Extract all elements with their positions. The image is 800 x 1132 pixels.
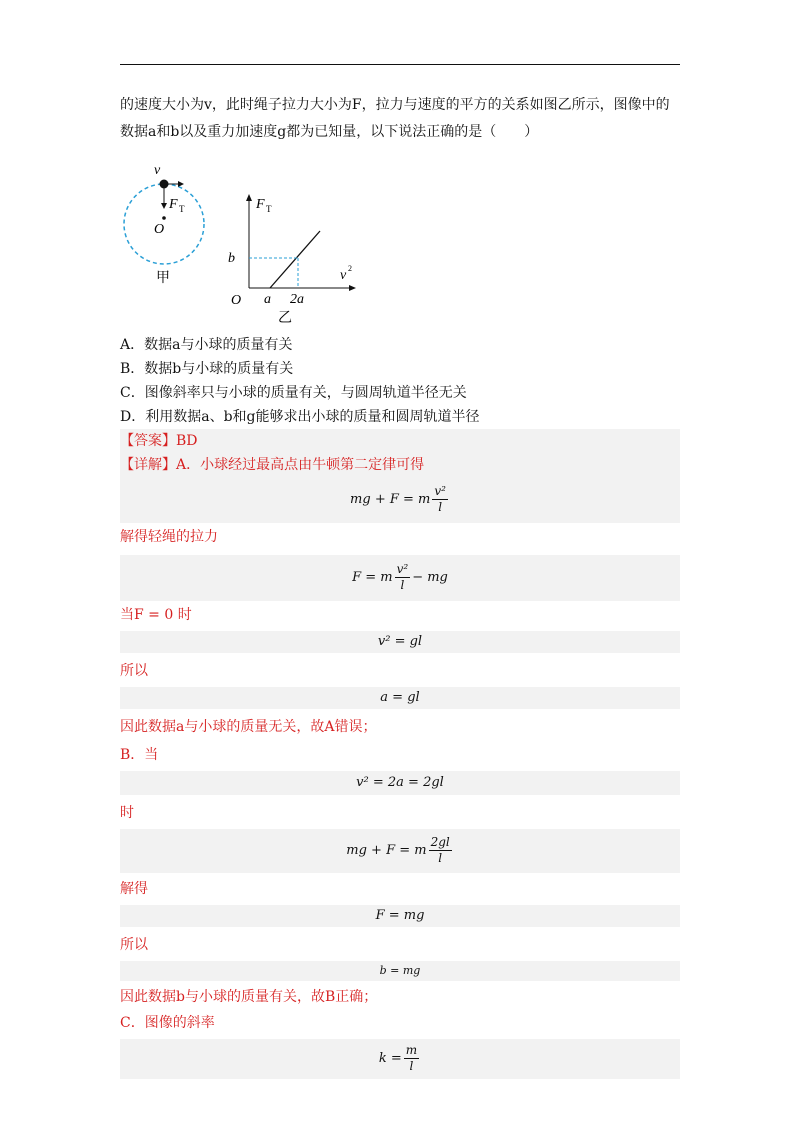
equation-3: v² = gl	[120, 631, 680, 653]
b-label: b	[228, 251, 235, 266]
figure-jia	[124, 163, 204, 286]
y-axis-sub: T	[266, 204, 272, 214]
x-axis-label: v	[340, 268, 347, 283]
caption-yi: 乙	[278, 311, 292, 326]
text-jiede-1: 解得轻绳的拉力	[120, 529, 218, 545]
T-subscript: T	[179, 204, 185, 214]
question-line-1: 的速度大小为v，此时绳子拉力大小为F，拉力与速度的平方的关系如图乙所示，图像中的	[120, 97, 670, 113]
velocity-arrow	[178, 181, 184, 187]
equation-1: mg + F = m $\frac{\text{v²}}{l}$	[120, 477, 680, 523]
option-a: A．数据a与小球的质量有关	[120, 337, 293, 353]
text-b-dang: B．当	[120, 747, 159, 763]
graph-line	[270, 231, 320, 288]
equation-5: v² = 2a = 2gl	[120, 771, 680, 795]
question-line-2: 数据a和b以及重力加速度g都为已知量，以下说法正确的是（ ）	[120, 124, 539, 140]
figure-area	[120, 146, 680, 326]
equation-6: mg + F = m $\frac{2gl}{l}$	[120, 829, 680, 873]
header-rule	[120, 64, 680, 65]
2a-tick-label: 2a	[290, 292, 304, 307]
text-when-f-zero: 当F = 0 时	[120, 607, 192, 623]
tension-arrow	[161, 203, 167, 209]
text-suoyi-1: 所以	[120, 663, 148, 679]
text-jiede-2: 解得	[120, 881, 148, 897]
caption-jia: 甲	[156, 271, 170, 286]
text-suoyi-2: 所以	[120, 937, 148, 953]
figures-svg	[120, 146, 680, 326]
O-label: O	[154, 222, 165, 237]
center-point	[162, 216, 166, 220]
equation-4: a = gl	[120, 687, 680, 709]
option-b: B．数据b与小球的质量有关	[120, 361, 294, 377]
option-d: D．利用数据a、b和g能够求出小球的质量和圆周轨道半径	[120, 409, 480, 425]
text-conclusion-a: 因此数据a与小球的质量无关，故A错误；	[120, 719, 377, 735]
text-conclusion-b: 因此数据b与小球的质量有关，故B正确；	[120, 989, 378, 1005]
origin-label: O	[231, 293, 242, 308]
equation-9: k = $\frac{m}{l}$	[120, 1039, 680, 1079]
equation-2: F = m $\frac{\text{v²}}{l}$ − mg	[120, 555, 680, 601]
y-axis-label: F	[256, 197, 265, 212]
x-axis-sup: 2	[348, 264, 352, 273]
text-c-slope: C．图像的斜率	[120, 1015, 215, 1031]
explain-head: 【详解】A．小球经过最高点由牛顿第二定律可得	[120, 453, 680, 477]
answer-line: 【答案】BD	[120, 429, 680, 453]
text-shi: 时	[120, 805, 134, 821]
option-c: C．图像斜率只与小球的质量有关，与圆周轨道半径无关	[120, 385, 467, 401]
equation-7: F = mg	[120, 905, 680, 927]
equation-8: b = mg	[120, 961, 680, 981]
a-tick-label: a	[264, 292, 271, 307]
document-page	[120, 92, 680, 1079]
v-label: v	[154, 163, 161, 178]
F-label: F	[169, 197, 178, 212]
